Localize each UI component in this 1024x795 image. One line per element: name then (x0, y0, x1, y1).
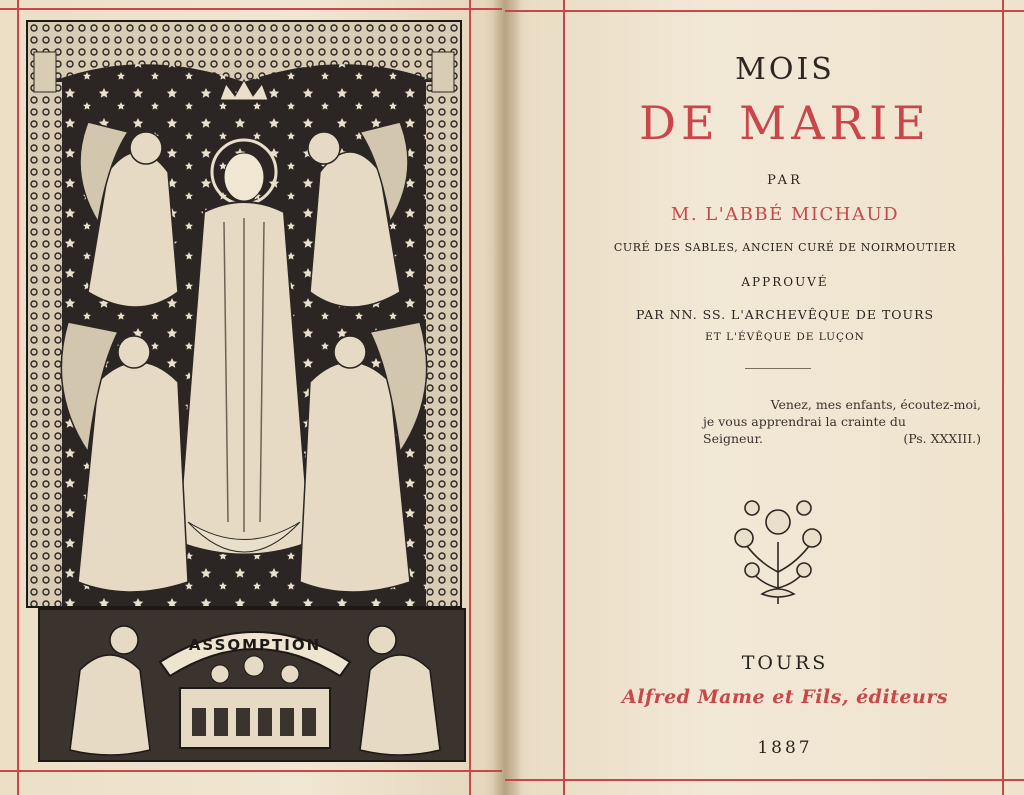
title-line-de-marie: DE MARIE (639, 96, 931, 150)
epigraph-line-1: Venez, mes enfants, écoutez-moi, (770, 397, 981, 412)
right-page-rule-top (505, 10, 1024, 12)
left-page-rule-bottom (0, 770, 502, 772)
epigraph-last-line (703, 430, 981, 447)
approval-line-1: PAR NN. SS. L'ARCHEVÊQUE DE TOURS (635, 307, 935, 322)
epigraph-citation: (Ps. XXXIII.) (903, 431, 981, 446)
publisher-name: Alfred Mame et Fils, éditeurs (621, 686, 949, 708)
right-page-rule-right (1002, 0, 1004, 795)
left-page-rule-left (17, 0, 19, 795)
right-page-rule-left (563, 0, 565, 795)
epigraph (703, 396, 981, 447)
right-page-rule-bottom (505, 779, 1024, 781)
publication-year: 1887 (757, 738, 813, 758)
epigraph-line-2: je vous apprendrai la crainte du (703, 414, 906, 429)
title-line-mois: MOIS (735, 52, 835, 87)
epigraph-line-3: Seigneur. (703, 431, 764, 446)
place-of-publication: TOURS (741, 652, 829, 674)
engraving-illustration (28, 22, 460, 606)
approval-line-2: ET L'ÉVÊQUE DE LUÇON (705, 331, 865, 343)
footer-illustration (40, 610, 464, 760)
floral-fleuron-icon (722, 492, 834, 608)
left-page-rule-top (0, 8, 502, 10)
author-name: M. L'ABBÉ MICHAUD (670, 204, 900, 225)
approved-label: APPROUVÉ (741, 275, 829, 289)
section-divider (745, 368, 811, 369)
left-page-rule-right (469, 0, 471, 795)
engraving-footer-panel (38, 608, 466, 762)
by-label: PAR (767, 173, 803, 188)
assomption-banner-text: ASSOMPTION (188, 636, 322, 654)
book-gutter (493, 0, 519, 795)
author-role: CURÉ DES SABLES, ANCIEN CURÉ DE NOIRMOUTIER (613, 241, 957, 254)
assumption-engraving (26, 20, 462, 608)
